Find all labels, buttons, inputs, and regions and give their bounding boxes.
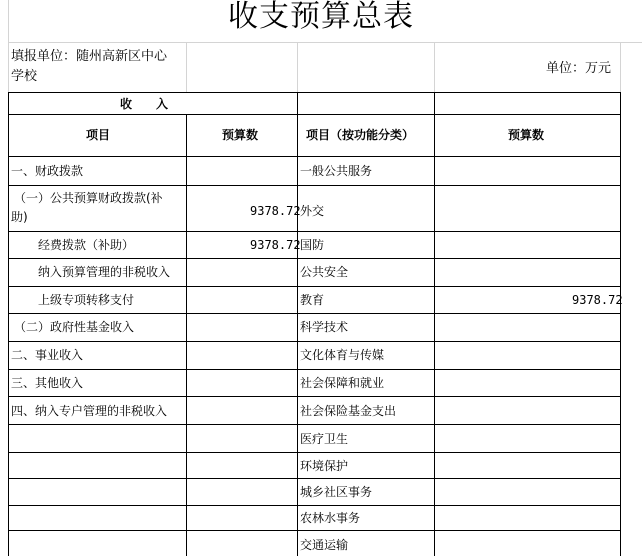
income-row-label: 上级专项转移支付 xyxy=(38,293,135,307)
expense-row-label: 国防 xyxy=(300,238,325,252)
expense-row-label: 交通运输 xyxy=(300,538,349,552)
gridline xyxy=(297,42,298,92)
income-row-label-cont: 助) xyxy=(11,210,28,224)
income-row-label: （二）政府性基金收入 xyxy=(14,320,135,334)
gridline xyxy=(186,42,187,92)
expense-row-label: 城乡社区事务 xyxy=(300,485,373,499)
gridline xyxy=(434,42,435,92)
income-row-label: 三、其他收入 xyxy=(11,376,84,390)
income-row-label: 四、纳入专户管理的非税收入 xyxy=(11,404,168,418)
column-header-budget: 预算数 xyxy=(222,128,259,142)
expense-row-label: 医疗卫生 xyxy=(300,432,349,446)
gridline xyxy=(8,42,642,43)
income-row-label: 经费拨款（补助） xyxy=(38,238,135,252)
expense-row-label: 社会保障和就业 xyxy=(300,376,385,390)
reporting-unit-line2: 学校 xyxy=(11,69,38,84)
expense-row-label: 社会保险基金支出 xyxy=(300,404,397,418)
gridline xyxy=(620,42,621,92)
page-title: 收支预算总表 xyxy=(228,0,414,34)
expense-row-label: 环境保护 xyxy=(300,459,349,473)
income-row-label: 一、财政拨款 xyxy=(11,164,84,178)
expense-row-label: 农林水事务 xyxy=(300,511,361,525)
expense-row-label: 教育 xyxy=(300,293,325,307)
expense-row-value: 9378.72 xyxy=(572,293,623,307)
expense-row-label: 外交 xyxy=(300,204,325,218)
expense-row-label: 文化体育与传媒 xyxy=(300,348,385,362)
income-row-value: 9378.72 xyxy=(250,204,301,218)
currency-unit: 单位：万元 xyxy=(546,61,612,76)
column-header-item-by-function: 项目（按功能分类） xyxy=(306,128,415,142)
expense-row-label: 一般公共服务 xyxy=(300,164,373,178)
income-row-label: （一）公共预算财政拨款(补 xyxy=(14,191,163,205)
reporting-unit-line1: 填报单位：随州高新区中心 xyxy=(11,49,168,64)
column-header-budget-right: 预算数 xyxy=(508,128,545,142)
income-row-label: 二、事业收入 xyxy=(11,348,84,362)
expense-row-label: 公共安全 xyxy=(300,265,349,279)
section-income-label: 收 入 xyxy=(120,97,169,111)
income-row-label: 纳入预算管理的非税收入 xyxy=(38,265,171,279)
expense-row-label: 科学技术 xyxy=(300,320,349,334)
income-row-value: 9378.72 xyxy=(250,238,301,252)
column-header-item: 项目 xyxy=(86,128,111,142)
